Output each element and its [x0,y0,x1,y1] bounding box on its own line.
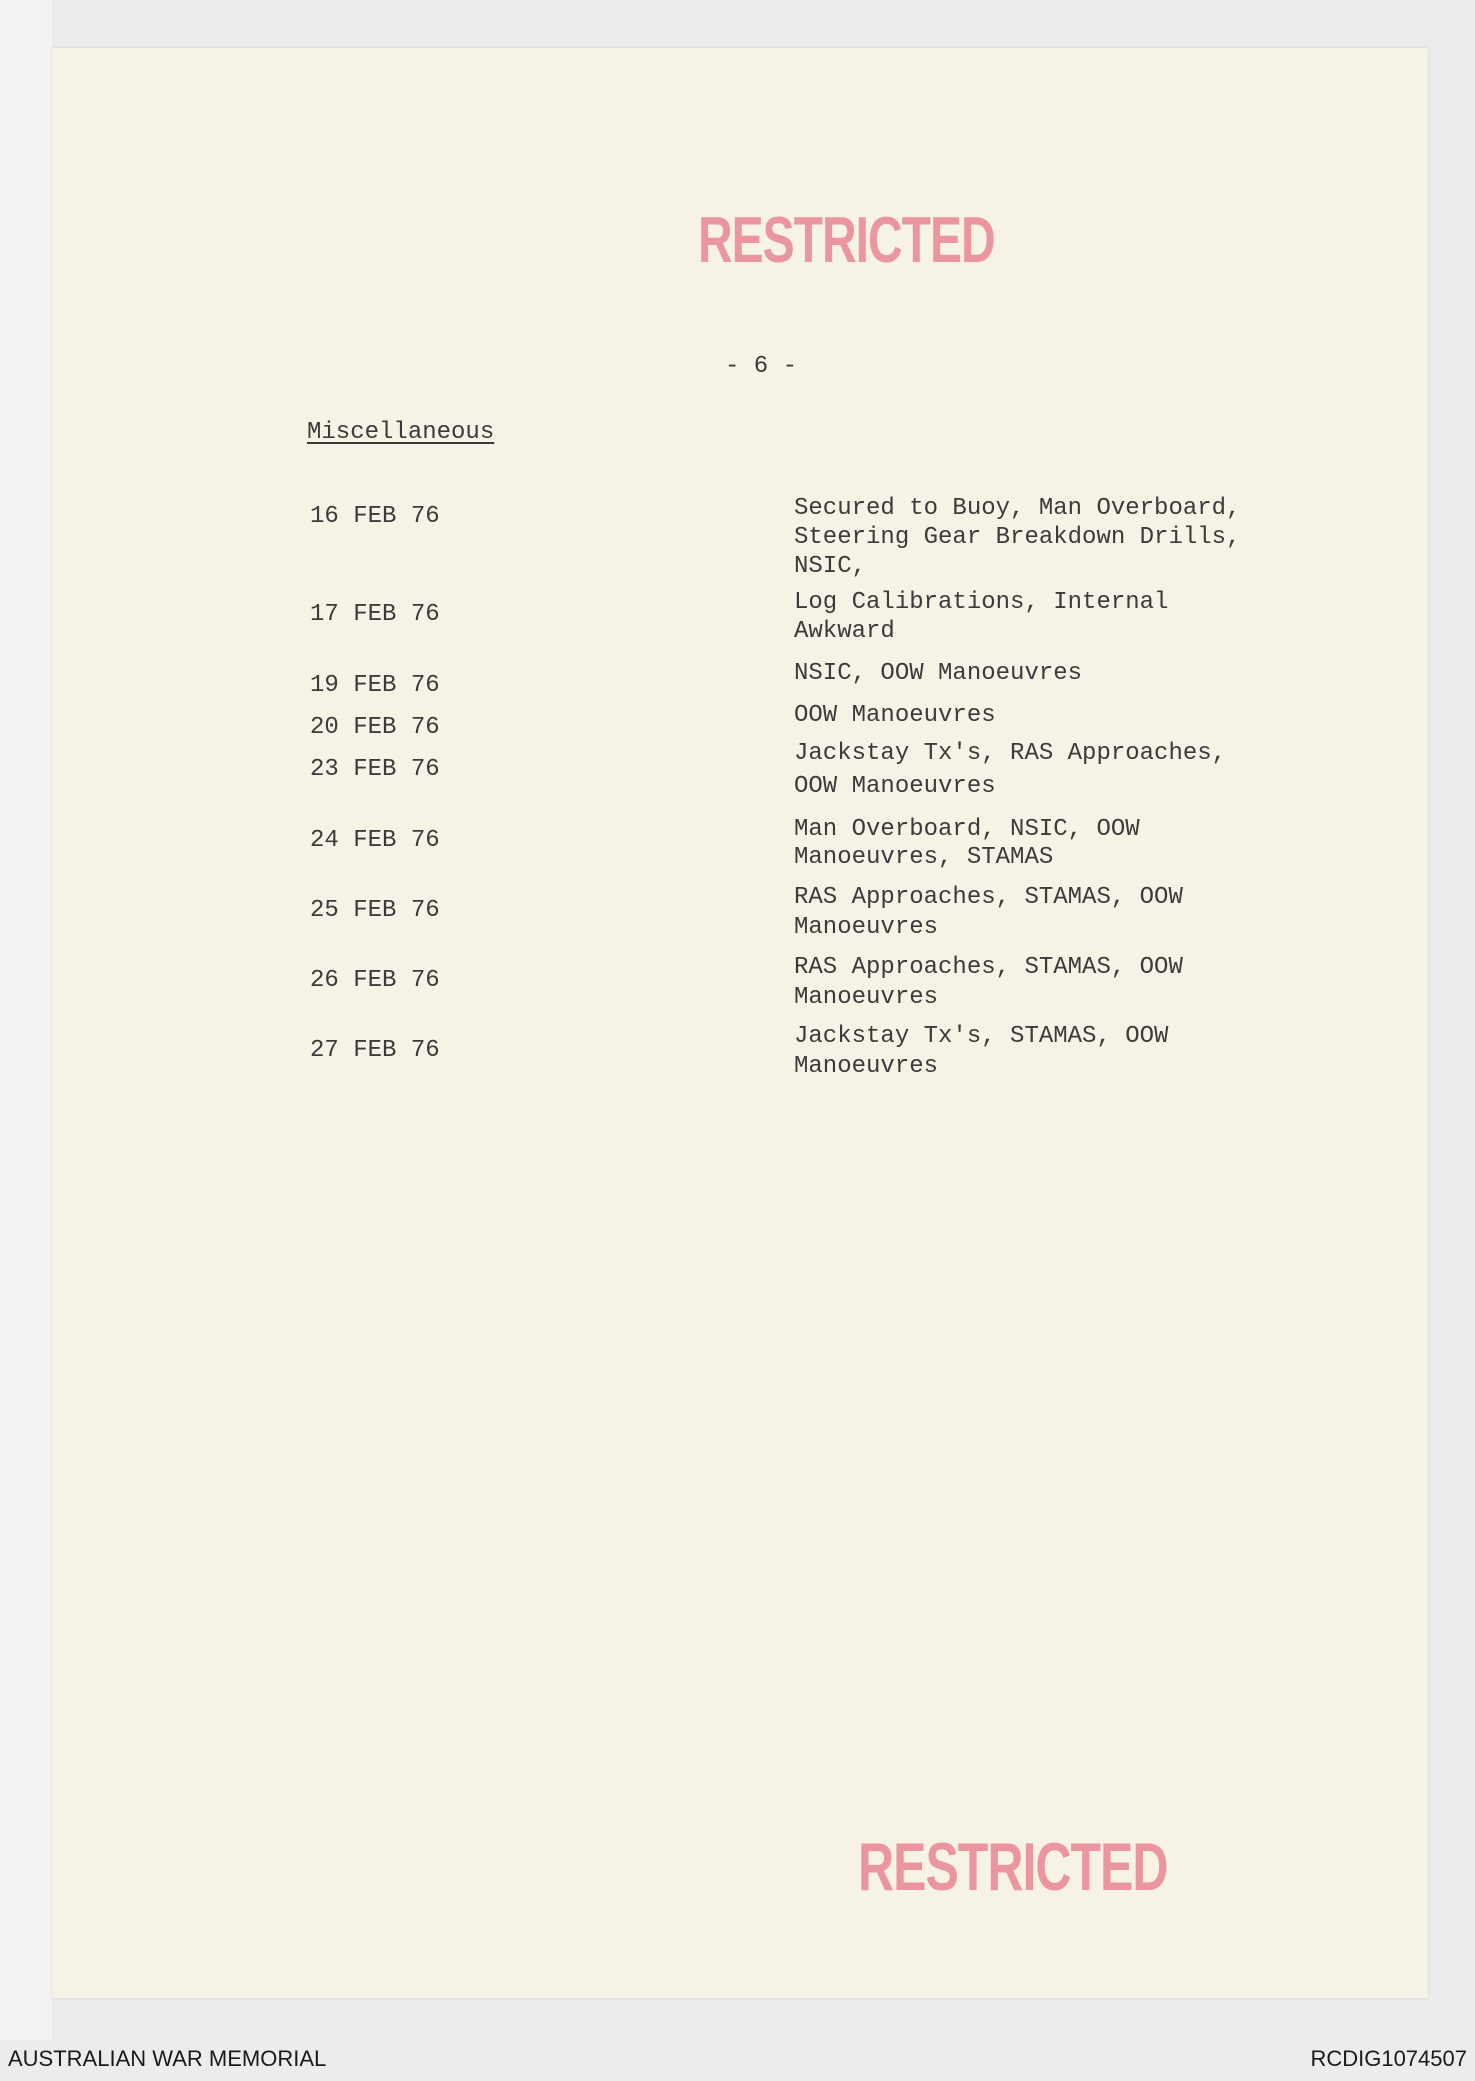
entry-text-line: Manoeuvres [794,1053,939,1080]
entry-date: 26 FEB 76 [310,967,440,994]
entry-text-line: Manoeuvres [794,984,939,1011]
entry-text-line: RAS Approaches, STAMAS, OOW [794,884,1183,911]
footer-institution: AUSTRALIAN WAR MEMORIAL [8,2046,327,2071]
entry-date: 17 FEB 76 [310,601,440,628]
entry-text-line: NSIC, OOW Manoeuvres [794,660,1083,687]
page-number: - 6 - [725,353,798,380]
entry-text-line: Manoeuvres [794,914,939,941]
footer-record-id: RCDIG1074507 [1310,2046,1467,2071]
scan-margin [0,0,52,2040]
entry-text-line: Jackstay Tx's, STAMAS, OOW [794,1023,1169,1050]
entry-text-line: NSIC, [794,553,867,580]
entry-date: 16 FEB 76 [310,503,440,530]
entry-date: 24 FEB 76 [310,827,440,854]
entry-text-line: Log Calibrations, Internal [794,589,1169,616]
entry-text-line: OOW Manoeuvres [794,702,996,729]
entry-text-line: Man Overboard, NSIC, OOW [794,816,1140,843]
section-heading: Miscellaneous [307,419,495,446]
entry-text-line: Steering Gear Breakdown Drills, [794,524,1241,551]
entry-date: 25 FEB 76 [310,897,440,924]
entry-date: 20 FEB 76 [310,714,440,741]
paper-sheet [52,48,1428,1998]
entry-text-line: Awkward [794,618,895,645]
entry-text-line: OOW Manoeuvres [794,773,996,800]
entry-text-line: RAS Approaches, STAMAS, OOW [794,954,1183,981]
entry-date: 19 FEB 76 [310,672,440,699]
entry-date: 23 FEB 76 [310,756,440,783]
entry-text-line: Manoeuvres, STAMAS [794,844,1054,871]
entry-text-line: Secured to Buoy, Man Overboard, [794,495,1241,522]
entry-date: 27 FEB 76 [310,1037,440,1064]
entry-text-line: Jackstay Tx's, RAS Approaches, [794,740,1227,767]
restricted-stamp-bottom: RESTRICTED [858,1829,1168,1905]
restricted-stamp-top: RESTRICTED [698,205,995,277]
